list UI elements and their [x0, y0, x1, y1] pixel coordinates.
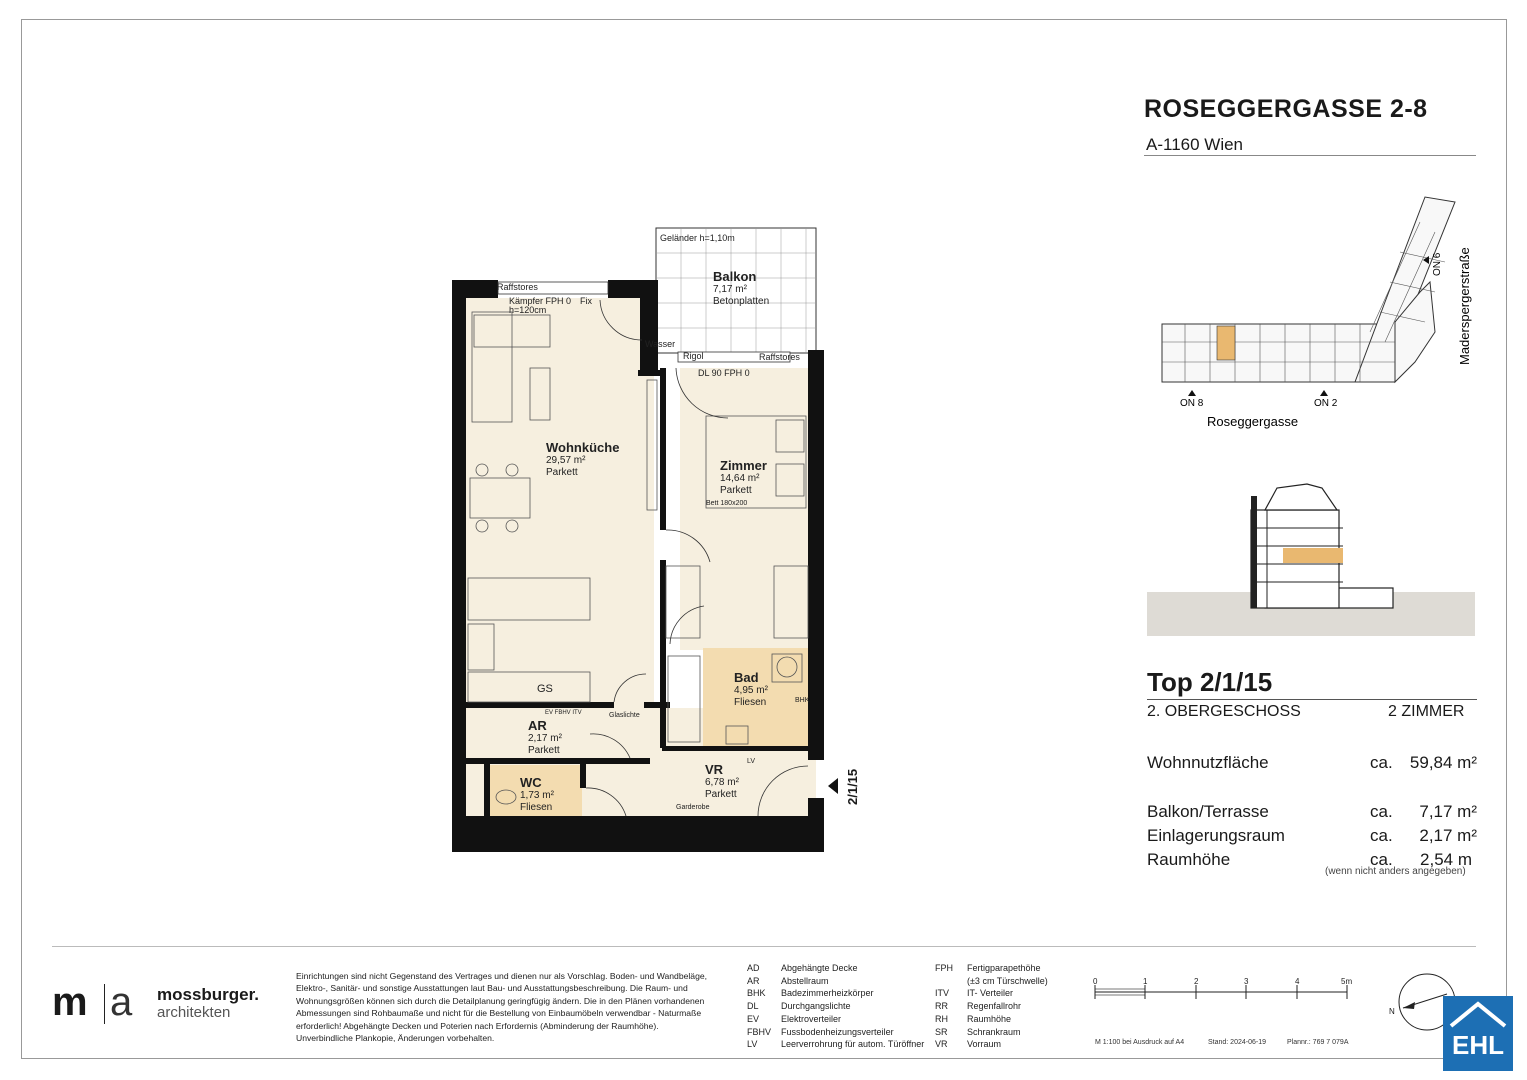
scale-tick-2: 2	[1194, 977, 1199, 986]
legend-item: BHK Badezimmerheizkörper	[747, 988, 874, 999]
house-icon	[1443, 996, 1513, 1030]
legend-item: EV Elektroverteiler	[747, 1013, 842, 1024]
legend-item: FBHV Fussbodenheizungsverteiler	[747, 1026, 894, 1037]
ehl-logo	[1443, 996, 1513, 1071]
disclaimer-text: Einrichtungen sind nicht Gegenstand des Vertrages und dienen nur als Vorschlag. Boden- und Wandbeläge, Elektro-, Sanitär- und sonstige Ausstattungen laut Bau- und Ausstattungsbeschreibung. Die Raum- und Wohnungsgrößen können sich durch die Detailplanung geringfügig ändern. Die in den Plänen vorhandenen Abmessungen sind Rohbaumaße und nicht für die Bestellung von Einbaumöbeln verwendbar - Naturmaße erforderlich! Abgehängte Decken und Poterien nach Erfordernis (Abminderung der Raumhöhe). Unverbindliche Plankopie, Änderungen vorbehalten.	[296, 971, 708, 1044]
entrance-arrow-icon	[826, 776, 840, 796]
ev-label: EV FBHV ITV	[545, 710, 582, 716]
entrance-on2: ON 2	[1314, 398, 1338, 409]
ehl-text: EHL	[1452, 1030, 1504, 1060]
project-city: A-1160 Wien	[1146, 135, 1244, 154]
logo-sub: architekten	[157, 1004, 231, 1021]
lv-label: LV	[747, 758, 756, 765]
wasser-label: Wasser	[645, 339, 676, 349]
room-balkon: Balkon 7,17 m² Betonplatten	[713, 269, 770, 307]
dl90-label: DL 90 FPH 0	[698, 368, 750, 378]
legend-item: (±3 cm Türschwelle)	[967, 975, 1048, 986]
gelaender-label: Geländer h=1,10m	[660, 233, 735, 243]
floor-plan	[440, 220, 880, 860]
scale-tick-4: 4	[1295, 977, 1300, 986]
scale-text: M 1:100 bei Ausdruck auf A4	[1095, 1039, 1185, 1046]
scale-tick-5: 5m	[1341, 977, 1353, 986]
raffstores-label-2: Raffstores	[759, 352, 800, 362]
room-bad: Bad 4,95 m² Fliesen	[734, 670, 768, 708]
legend-item: DL Durchgangslichte	[747, 1001, 851, 1012]
legend-item: FPH Fertigparapethöhe	[935, 963, 1041, 973]
kaempfer-height-label: h=120cm	[509, 305, 547, 315]
gs-label: GS	[537, 683, 553, 695]
logo-name: mossburger.	[157, 985, 260, 1004]
street-roseggergasse: Roseggergasse	[1207, 414, 1299, 429]
unit-entrance-label: 2/1/15	[845, 768, 860, 805]
unit-highlight	[1217, 326, 1235, 360]
logo-m: m	[52, 980, 87, 1024]
fix-label: Fix	[580, 296, 592, 306]
site-plan	[1155, 192, 1485, 432]
legend-right	[935, 962, 1048, 1051]
room-vr: VR 6,78 m² Parkett	[705, 762, 739, 800]
area-note: (wenn nicht anders angegeben)	[1325, 866, 1466, 877]
legend-item: AR Abstellraum	[747, 975, 829, 986]
room-zimmer: Zimmer 14,64 m² Parkett	[720, 458, 767, 496]
header-rule	[1144, 155, 1476, 156]
scale-tick-3: 3	[1244, 977, 1249, 986]
room-wohnkueche: Wohnküche 29,57 m² Parkett	[546, 440, 620, 478]
glaslichte-label: Glaslichte	[609, 712, 640, 719]
scale-bar	[1092, 985, 1352, 999]
garderobe-label: Garderobe	[676, 804, 710, 811]
date-text: Stand: 2024-06-19	[1208, 1039, 1266, 1046]
unit-rooms: 2 ZIMMER	[1388, 703, 1465, 720]
unit-floor: 2. OBERGESCHOSS	[1147, 703, 1301, 720]
legend-item: ITV IT- Verteiler	[935, 988, 1014, 999]
entrance-on6: ON 6	[1432, 252, 1443, 276]
plan-number: Plannr.: 769 7 079A	[1287, 1039, 1349, 1046]
legend-item: LV Leerverrohrung für autom. Türöffner	[747, 1039, 925, 1050]
logo-a: a	[110, 980, 133, 1024]
legend-item: AD Abgehängte Decke	[747, 963, 858, 973]
logo-divider	[104, 984, 105, 1024]
raffstores-label-1: Raffstores	[497, 282, 538, 292]
scale-tick-1: 1	[1143, 977, 1148, 986]
bhk-label: BHK	[795, 697, 810, 704]
entrance-on8: ON 8	[1180, 398, 1204, 409]
legend-item: VR Vorraum	[935, 1039, 1002, 1050]
project-title: ROSEGGERGASSE 2-8	[1144, 95, 1428, 123]
footer-rule	[52, 946, 1476, 947]
legend-left	[747, 962, 924, 1051]
building-section	[1147, 478, 1477, 638]
unit-rule	[1147, 699, 1477, 700]
scale-tick-0: 0	[1093, 977, 1098, 986]
room-wc: WC 1,73 m² Fliesen	[520, 775, 554, 813]
kaempfer-label: Kämpfer FPH 0	[509, 296, 572, 306]
legend-item: RH Raumhöhe	[935, 1013, 1012, 1024]
bett-label: Bett 180x200	[706, 500, 748, 507]
unit-number: Top 2/1/15	[1147, 667, 1273, 697]
legend-item: SR Schrankraum	[935, 1026, 1021, 1037]
rigol-label: Rigol	[683, 351, 704, 361]
north-label: N	[1389, 1007, 1395, 1016]
street-maderspergerstrasse: Maderspergerstraße	[1457, 247, 1472, 365]
room-ar: AR 2,17 m² Parkett	[528, 718, 562, 756]
legend-item: RR Regenfallrohr	[935, 1001, 1022, 1012]
